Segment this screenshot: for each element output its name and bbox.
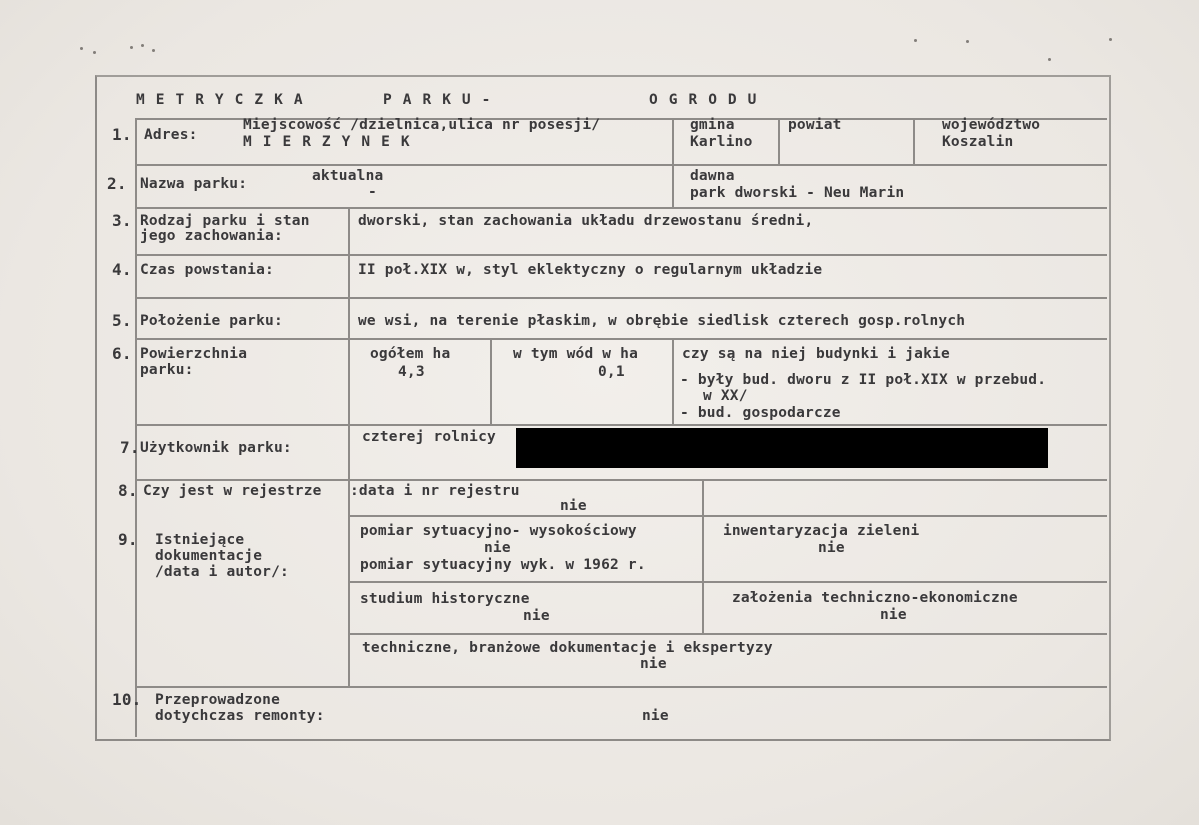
row10-value: nie xyxy=(642,708,669,724)
inventory-label: inwentaryzacja zieleni xyxy=(723,523,920,539)
row10-label-line2: dotychczas remonty: xyxy=(155,708,325,724)
techeco-value: nie xyxy=(880,607,907,623)
row6-label-line1: Powierzchnia xyxy=(140,346,248,362)
buildings-label: czy są na niej budynki i jakie xyxy=(682,346,950,362)
former-name-label: dawna xyxy=(690,168,735,184)
row10-number: 10. xyxy=(112,690,142,709)
rule-wojewodztwo xyxy=(913,118,915,164)
row9-number: 9. xyxy=(118,530,138,549)
inventory-value: nie xyxy=(818,540,845,556)
rule-powiat xyxy=(778,118,780,164)
dust-speck xyxy=(141,44,144,47)
row5-number: 5. xyxy=(112,311,132,330)
row9-label-line3: /data i autor/: xyxy=(155,564,289,580)
rule-row3 xyxy=(135,254,1107,256)
row2-label: Nazwa parku: xyxy=(140,176,248,192)
rule-survey xyxy=(350,581,1107,583)
powiat-label: powiat xyxy=(788,117,842,133)
row4-number: 4. xyxy=(112,260,132,279)
former-name-value: park dworski - Neu Marin xyxy=(690,185,905,201)
history-value: nie xyxy=(523,608,550,624)
expert-value: nie xyxy=(640,656,667,672)
wojewodztwo-label: województwo xyxy=(942,117,1041,133)
buildings-line1: - były bud. dworu z II poł.XIX w przebud. xyxy=(680,372,1047,388)
dust-speck xyxy=(93,51,96,54)
rule-label-column xyxy=(348,207,350,686)
rule-row7 xyxy=(135,479,1107,481)
row8-label: Czy jest w rejestrze xyxy=(143,483,322,499)
rule-row4 xyxy=(135,297,1107,299)
rule-gmina xyxy=(672,118,674,207)
area-water-value: 0,1 xyxy=(598,364,625,380)
locality-label: Miejscowość /dzielnica,ulica nr posesji/ xyxy=(243,117,601,133)
row1-label: Adres: xyxy=(144,127,198,143)
dust-speck xyxy=(966,40,969,43)
rule-area-total xyxy=(490,338,492,424)
row3-label-line1: Rodzaj parku i stan xyxy=(140,213,310,229)
row3-label-line2: jego zachowania: xyxy=(140,228,283,244)
register-label: :data i nr rejestru xyxy=(350,483,520,499)
row5-label: Położenie parku: xyxy=(140,313,283,329)
dust-speck xyxy=(130,46,133,49)
rule-area-water xyxy=(672,338,674,424)
row9-label-line1: Istniejące xyxy=(155,532,245,548)
dust-speck xyxy=(80,47,83,50)
row7-value: czterej rolnicy xyxy=(362,429,496,445)
rule-row2 xyxy=(135,207,1107,209)
row7-label: Użytkownik parku: xyxy=(140,440,292,456)
row4-label: Czas powstania: xyxy=(140,262,274,278)
row6-label-line2: parku: xyxy=(140,362,194,378)
row4-value: II poł.XIX w, styl eklektyczny o regularnym układzie xyxy=(358,262,823,278)
row8-number: 8. xyxy=(118,481,138,500)
rule-history xyxy=(350,633,1107,635)
rule-row8 xyxy=(350,515,1107,517)
row2-number: 2. xyxy=(107,174,127,193)
area-water-label: w tym wód w ha xyxy=(513,346,639,362)
rule-number-column xyxy=(135,118,137,737)
area-total-value: 4,3 xyxy=(398,364,425,380)
wojewodztwo-value: Koszalin xyxy=(942,134,1014,150)
gmina-value: Karlino xyxy=(690,134,753,150)
title-ogrodu: OGRODU xyxy=(649,92,768,108)
row3-number: 3. xyxy=(112,211,132,230)
current-name-label: aktualna xyxy=(312,168,384,184)
row10-label-line1: Przeprowadzone xyxy=(155,692,281,708)
survey-note: pomiar sytuacyjny wyk. w 1962 r. xyxy=(360,557,646,573)
survey-value: nie xyxy=(484,540,511,556)
redaction-bar xyxy=(516,428,1048,468)
register-value: nie xyxy=(560,498,587,514)
rule-row6 xyxy=(135,424,1107,426)
area-total-label: ogółem ha xyxy=(370,346,451,362)
dust-speck xyxy=(152,49,155,52)
buildings-line3: - bud. gospodarcze xyxy=(680,405,841,421)
rule-row9 xyxy=(135,686,1107,688)
row9-label-line2: dokumentacje xyxy=(155,548,263,564)
rule-row5 xyxy=(135,338,1107,340)
row1-number: 1. xyxy=(112,125,132,144)
rule-row1 xyxy=(135,164,1107,166)
dust-speck xyxy=(914,39,917,42)
title-metryczka: METRYCZKA xyxy=(136,92,314,108)
row6-number: 6. xyxy=(112,344,132,363)
expert-label: techniczne, branżowe dokumentacje i ekspertyzy xyxy=(362,640,773,656)
history-label: studium historyczne xyxy=(360,591,530,607)
current-name-value: - xyxy=(368,184,377,200)
rule-docs-split xyxy=(702,479,704,633)
gmina-label: gmina xyxy=(690,117,735,133)
dust-speck xyxy=(1048,58,1051,61)
locality-value: MIERZYNEK xyxy=(243,134,421,150)
dust-speck xyxy=(1109,38,1112,41)
row3-value: dworski, stan zachowania układu drzewostanu średni, xyxy=(358,213,814,229)
row5-value: we wsi, na terenie płaskim, w obrębie siedlisk czterech gosp.rolnych xyxy=(358,313,966,329)
techeco-label: założenia techniczno-ekonomiczne xyxy=(732,590,1018,606)
buildings-line2: w XX/ xyxy=(703,388,748,404)
survey-label: pomiar sytuacyjno- wysokościowy xyxy=(360,523,637,539)
row7-number: 7. xyxy=(120,438,140,457)
title-parku: PARKU- xyxy=(383,92,502,108)
